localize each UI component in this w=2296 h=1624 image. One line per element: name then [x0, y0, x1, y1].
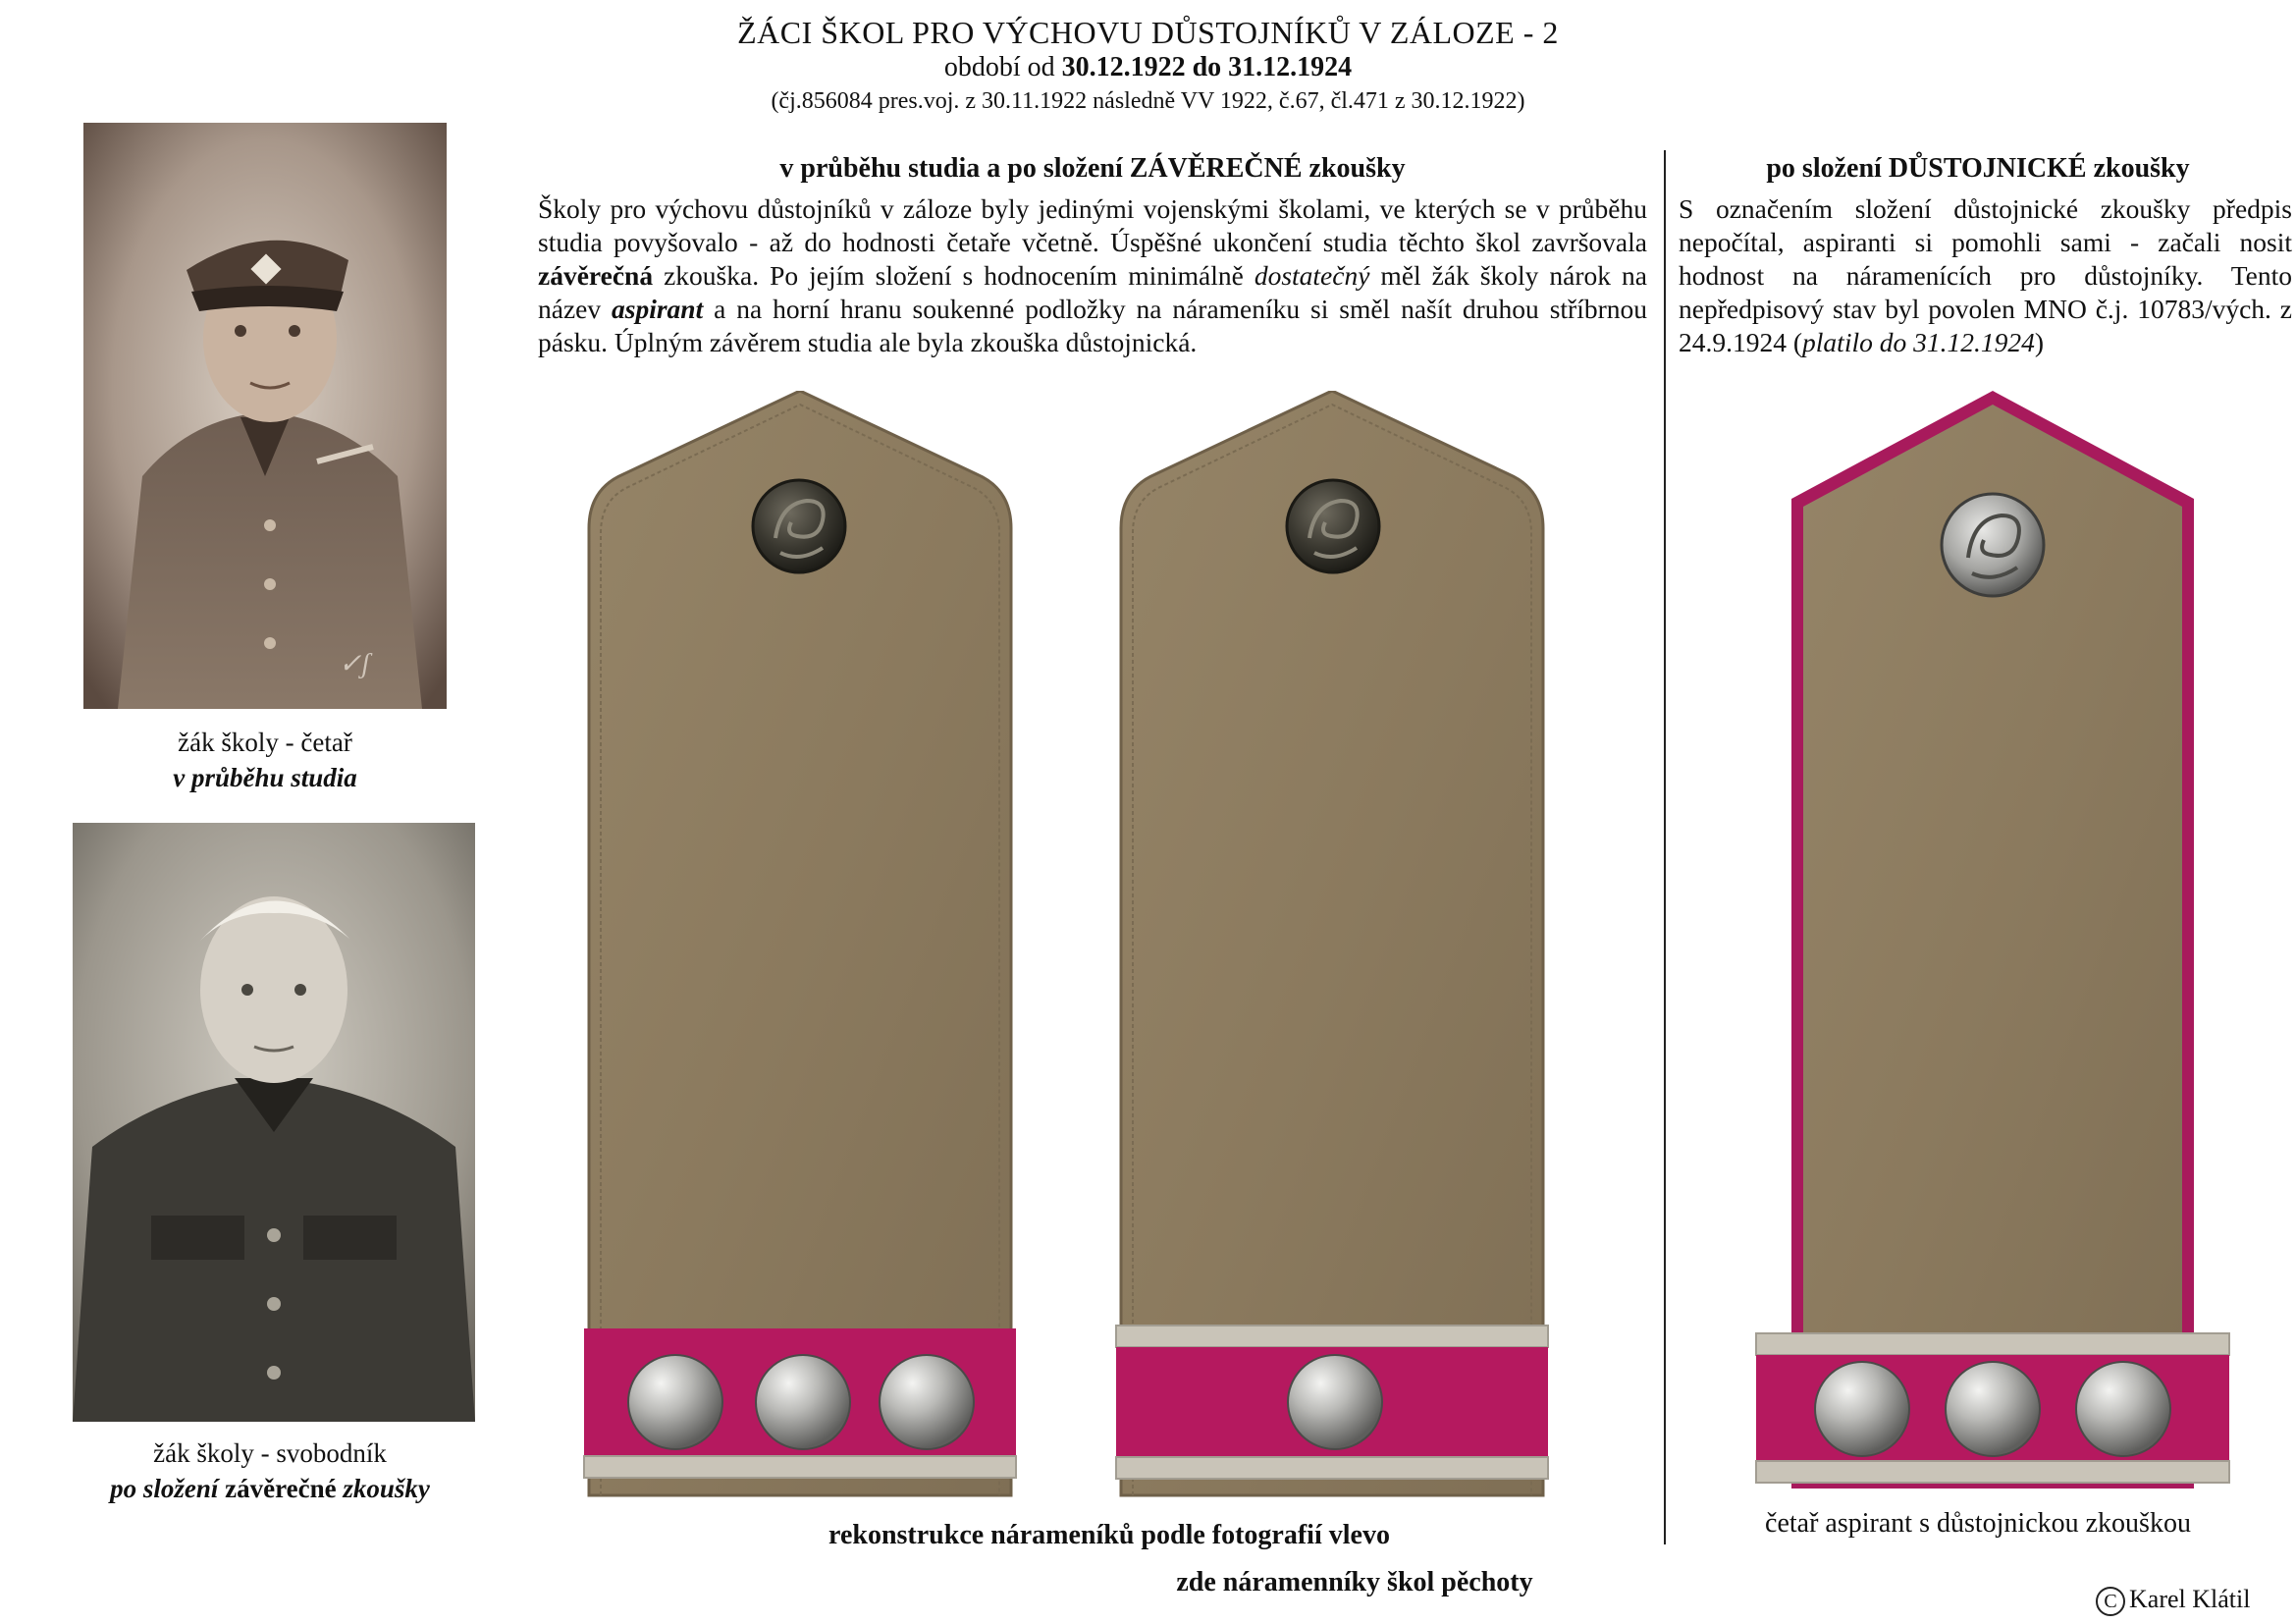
section2-italic-validity: platilo do 31.12.1924 [1802, 327, 2035, 357]
shoulder-strap-aspirant-officer-exam [1752, 391, 2233, 1500]
period-from: 30.12.1922 [1061, 52, 1186, 82]
period-to: 31.12.1924 [1228, 52, 1353, 82]
photo1-caption [69, 725, 461, 795]
copyright-icon: C [2096, 1587, 2125, 1616]
photo1-caption-rank: žák školy - četař [178, 728, 352, 757]
lion-emblem-button-icon [1942, 494, 2044, 596]
section2-text-b: ) [2034, 327, 2045, 357]
photo2-caption-bold: závěrečné [218, 1474, 337, 1503]
section2-body [1679, 192, 2292, 359]
lion-emblem-button-icon [753, 480, 845, 572]
section1-aspirant: aspirant [612, 294, 704, 324]
section2-text-a: S označením složení důstojnické zkoušky předpis nepočítal, aspiranti si pomohli sami - začali nosit hodnost na náramenících pro důstojníky. Tento nepředpisový stav byl povolen MNO č.j. 10783/vých. z 24.9.1924 ( [1679, 193, 2292, 357]
section1-text-a: Školy pro výchovu důstojníků v záloze byly jedinými vojenskými školami, ve kterých se v průběhu studia povyšovalo - až do hodnosti četaře včetně. Úspěšné ukončení studia těchto škol završovala [538, 193, 1647, 257]
copyright-author: Karel Klátil [2129, 1585, 2251, 1613]
shoulder-strap-cadet-private [1111, 391, 1553, 1500]
shoulder-strap-cadet-sergeant [579, 391, 1021, 1500]
regulation-reference: (čj.856084 pres.voj. z 30.11.1922 následně VV 1922, č.67, čl.471 z 30.12.1922) [771, 88, 1525, 114]
period-prefix: období od [943, 52, 1062, 82]
lion-emblem-button-icon [1287, 480, 1379, 572]
section1-text-c: měl žák školy nárok na název [538, 260, 1647, 324]
period-line [0, 51, 2296, 84]
photo2-caption-italic-end: zkoušky [336, 1474, 430, 1503]
section1-text-d: a na horní hranu soukenné podložky na nárameníku si směl našít druhou stříbrnou pásku. Úplným závěrem studia ale byla zkouška důstojnická. [538, 294, 1647, 357]
silver-rank-star-button-icon [1815, 1362, 2170, 1456]
portrait-photo-bareheaded [73, 823, 475, 1422]
silver-rank-star-button-icon [628, 1355, 974, 1449]
section1-body [538, 192, 1647, 359]
period-mid: do [1185, 52, 1229, 82]
photo1-caption-status: v průběhu studia [173, 763, 357, 792]
section2-heading: po složení DŮSTOJNICKÉ zkoušky [1766, 153, 2190, 184]
svg-text:✓ʃ: ✓ʃ [339, 649, 370, 679]
page-title: ŽÁCI ŠKOL PRO VÝCHOVU DŮSTOJNÍKŮ V ZÁLOZE - 2 [737, 15, 1559, 50]
silver-rank-star-button-icon [1288, 1355, 1382, 1449]
column-divider [1664, 150, 1666, 1544]
aspirant-strap-caption: četař aspirant s důstojnickou zkouškou [1765, 1508, 2191, 1539]
photo2-caption-italic: po složení [110, 1474, 219, 1503]
section1-italic-grade: dostatečný [1254, 260, 1370, 291]
infantry-schools-caption: zde náramenníky škol pěchoty [1176, 1567, 1533, 1597]
photo2-caption [69, 1435, 471, 1506]
reconstruction-caption: rekonstrukce nárameníků podle fotografií vlevo [828, 1520, 1390, 1550]
section1-heading: v průběhu studia a po složení ZÁVĚREČNÉ zkoušky [779, 153, 1406, 184]
photo2-caption-rank: žák školy - svobodník [153, 1438, 387, 1468]
copyright-notice [2096, 1585, 2282, 1616]
section1-text-b: zkouška. Po jejím složení s hodnocením minimálně [653, 260, 1255, 291]
portrait-photo-cap [83, 123, 447, 709]
photo2-caption-status [69, 1471, 471, 1506]
section1-bold-final: závěrečná [538, 260, 654, 291]
